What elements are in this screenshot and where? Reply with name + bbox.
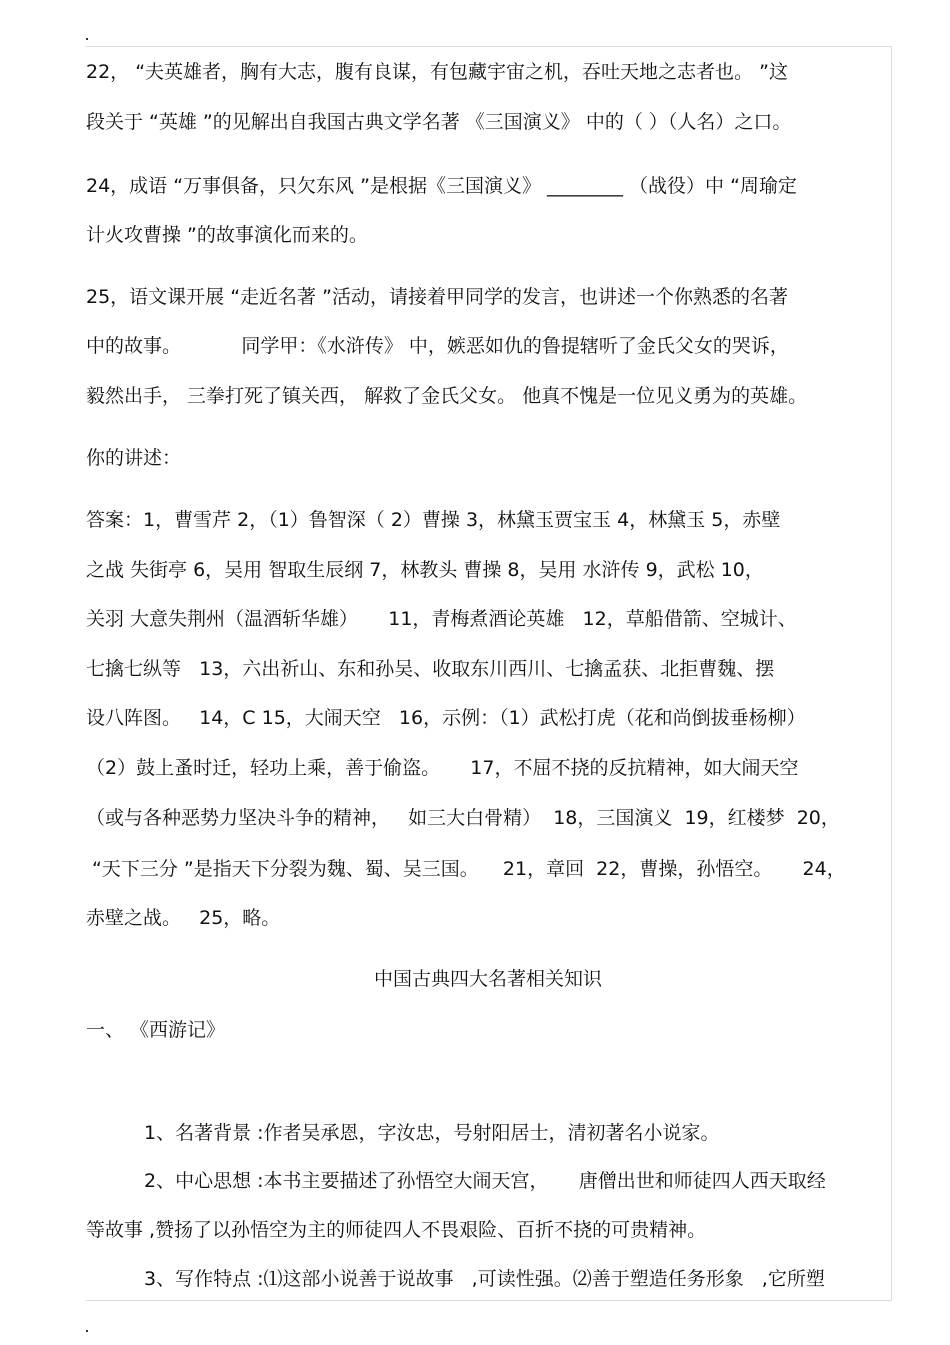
item-2-theme-line-1: 2、中心思想 :本书主要描述了孙悟空大闹天宫， 唐僧出世和师徒四人西天取经 bbox=[144, 1170, 826, 1192]
answer-line-4: 七擒七纵等 13，六出祈山、东和孙吴、收取东川西川、七擒孟获、北拒曹魏、摆 bbox=[86, 658, 775, 680]
question-25-prompt: 你的讲述： bbox=[86, 447, 182, 469]
answer-line-1: 答案：1，曹雪芹 2，（1）鲁智深（ 2）曹操 3，林黛玉贾宝玉 4，林黛玉 5，赤壁 bbox=[86, 509, 781, 531]
item-1-background: 1、名著背景 :作者吴承恩，字汝忠，号射阳居士，清初著名小说家。 bbox=[144, 1122, 720, 1144]
question-24-line-1: 24，成语 “万事俱备，只欠东风 ”是根据《三国演义》 ________ （战役）中 “周瑜定 bbox=[86, 175, 797, 197]
answer-line-3: 关羽 大意失荆州（温酒斩华雄） 11，青梅煮酒论英雄 12，草船借箭、空城计、 bbox=[86, 608, 797, 630]
answer-line-8: “天下三分 ”是指天下分裂为魏、蜀、吴三国。 21，章回 22，曹操，孙悟空。 24， bbox=[86, 858, 846, 880]
question-24-line-2: 计火攻曹操 ”的故事演化而来的。 bbox=[86, 224, 368, 246]
section-title: 中国古典四大名著相关知识 bbox=[373, 968, 602, 990]
question-22-line-1: 22， “夫英雄者，胸有大志，腹有良谋，有包藏宇宙之机，吞吐天地之志者也。 ”这 bbox=[86, 61, 788, 83]
question-25-line-1: 25，语文课开展 “走近名著 ”活动，请接着甲同学的发言，也讲述一个你熟悉的名著 bbox=[86, 286, 788, 308]
subsection-title: 一、 《西游记》 bbox=[86, 1019, 226, 1041]
answer-line-7: （或与各种恶势力坚决斗争的精神， 如三大白骨精） 18，三国演义 19，红楼梦 20， bbox=[86, 807, 840, 829]
corner-mark-bottom bbox=[86, 1330, 88, 1332]
question-25-line-2: 中的故事。 同学甲：《水浒传》 中，嫉恶如仇的鲁提辖听了金氏父女的哭诉， bbox=[86, 335, 789, 357]
answer-line-5: 设八阵图。 14，C 15，大闹天空 16，示例：（1）武松打虎（花和尚倒拔垂杨柳） bbox=[86, 707, 806, 729]
answer-line-2: 之战 失街亭 6，吴用 智取生辰纲 7，林教头 曹操 8，吴用 水浒传 9，武松 10， bbox=[86, 559, 764, 581]
answer-line-9: 赤壁之战。 25，略。 bbox=[86, 907, 281, 929]
item-3-features: 3、写作特点 :⑴这部小说善于说故事 ,可读性强。⑵善于塑造任务形象 ,它所塑 bbox=[144, 1268, 825, 1290]
question-22-line-2: 段关于 “英雄 ”的见解出自我国古典文学名著 《三国演义》 中的（ ）（人名）之口。 bbox=[86, 111, 792, 133]
corner-mark-top bbox=[86, 38, 88, 40]
item-2-theme-line-2: 等故事 ,赞扬了以孙悟空为主的师徒四人不畏艰险、百折不挠的可贵精神。 bbox=[86, 1219, 707, 1241]
question-25-line-3: 毅然出手， 三拳打死了镇关西， 解救了金氏父女。 他真不愧是一位见义勇为的英雄。 bbox=[86, 385, 808, 407]
answer-line-6: （2）鼓上蚤时迁，轻功上乘，善于偷盗。 17，不屈不挠的反抗精神，如大闹天空 bbox=[86, 757, 799, 779]
